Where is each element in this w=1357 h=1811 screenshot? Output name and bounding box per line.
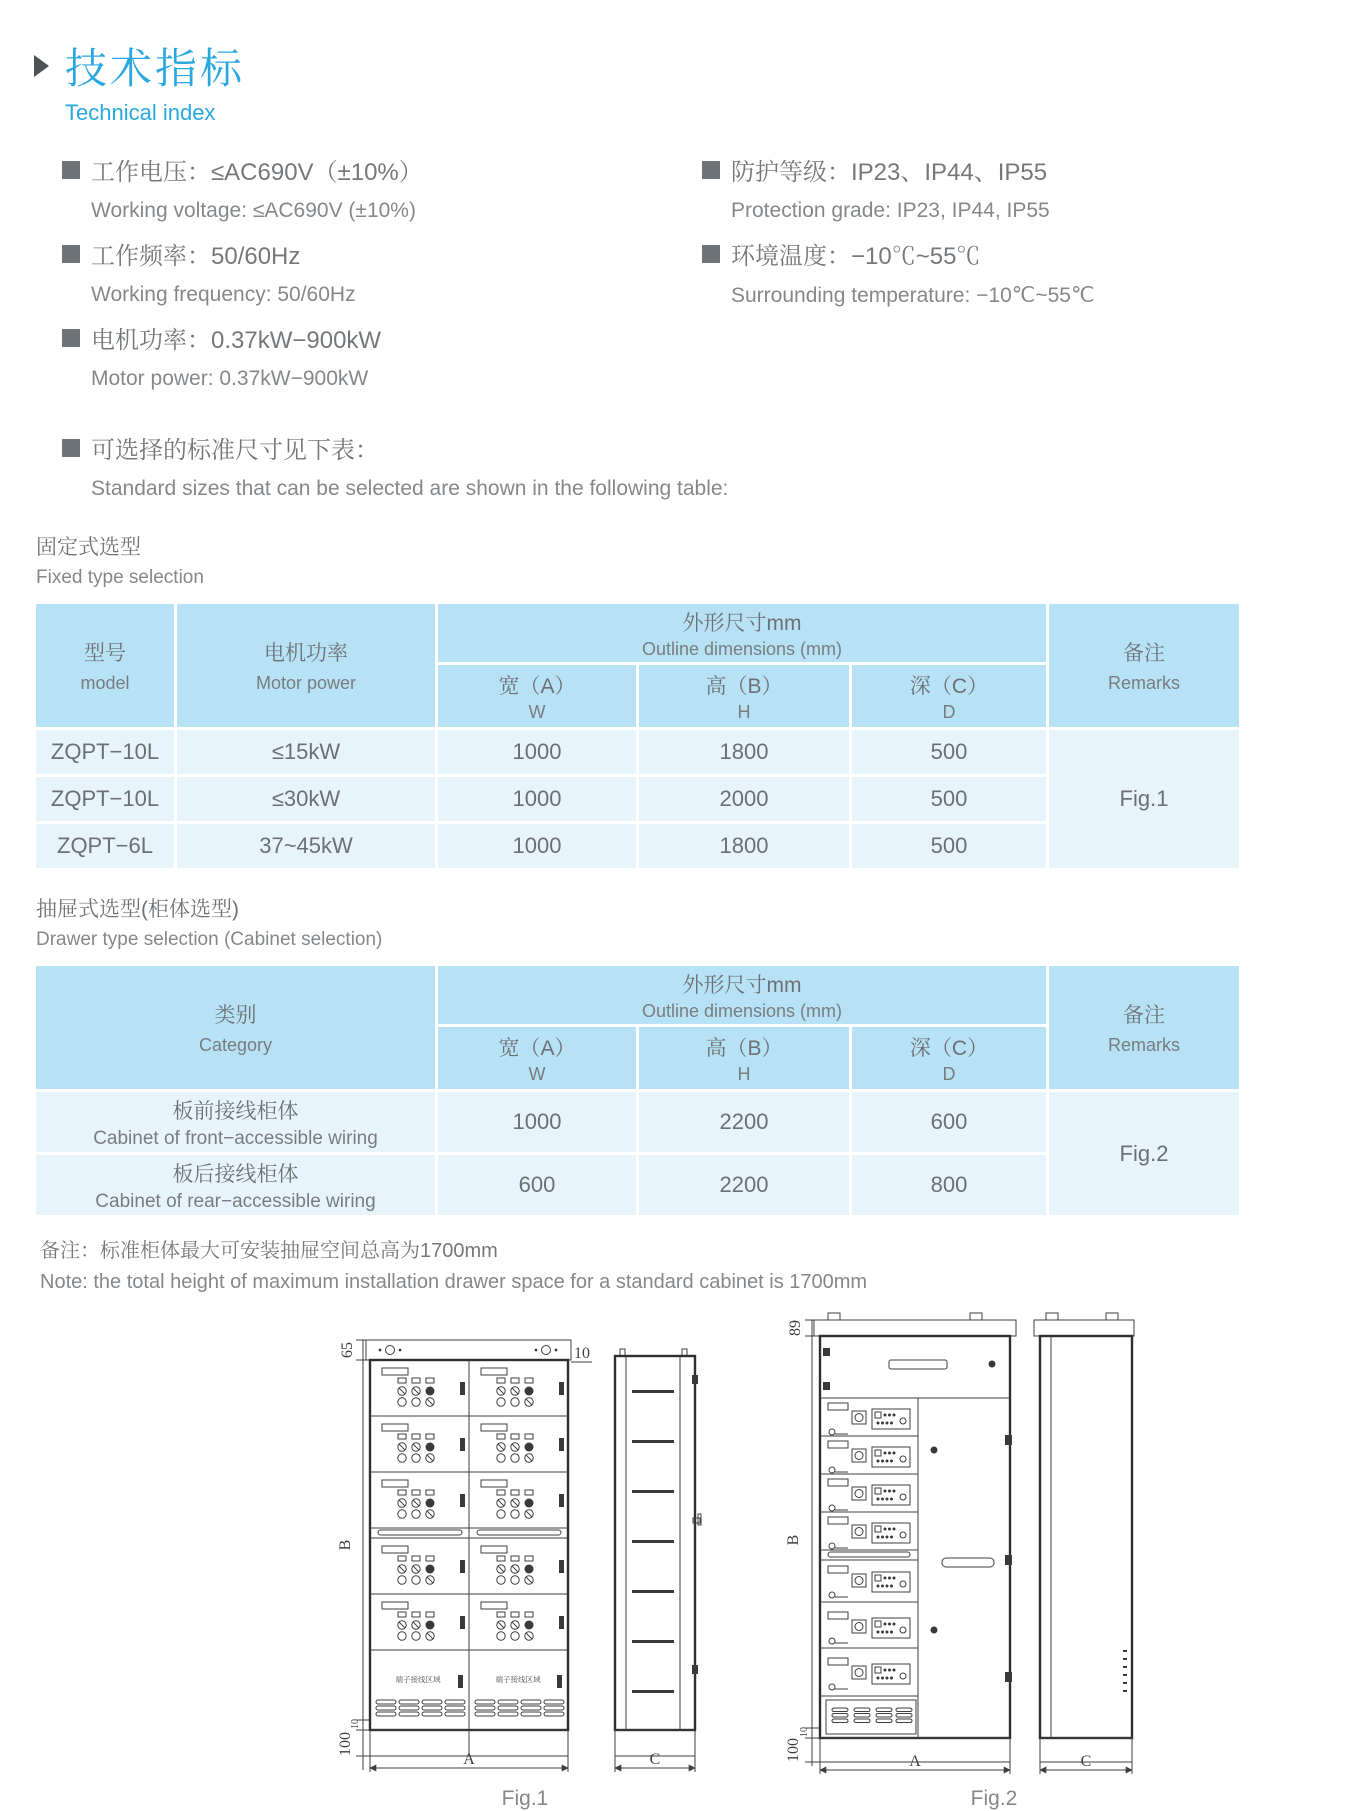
bullet-square-icon bbox=[62, 245, 80, 263]
depth-cell: 500 bbox=[852, 777, 1046, 821]
page-title-cn: 技术指标 bbox=[65, 45, 246, 92]
spec-en-text: Working frequency: 50/60Hz bbox=[91, 283, 356, 306]
header-text: Remarks bbox=[1107, 1035, 1180, 1055]
height-cell: 2200 bbox=[639, 1155, 849, 1215]
fig2-dim-depth: C bbox=[1080, 1753, 1092, 1770]
depth-cell: 800 bbox=[852, 1155, 1046, 1215]
fig1-dim-height: B bbox=[337, 1539, 354, 1551]
spec-en-text: Motor power: 0.37kW−900kW bbox=[91, 367, 369, 390]
section-drawer-type bbox=[36, 893, 1357, 951]
col-header-depth bbox=[852, 1027, 1046, 1089]
header-text: 宽（A） bbox=[498, 674, 576, 698]
power-cell: ≤15kW bbox=[177, 730, 435, 774]
spec-working-frequency bbox=[62, 236, 702, 307]
power-cell: ≤30kW bbox=[177, 777, 435, 821]
header-text: 备注 bbox=[1123, 1004, 1165, 1027]
table-row bbox=[36, 730, 1239, 774]
header-text: D bbox=[942, 701, 956, 722]
spec-cn-text: 工作电压：≤AC690V（±10%） bbox=[91, 159, 423, 186]
spec-cn-text: 环境温度：−10℃~55℃ bbox=[731, 243, 981, 270]
category-en: Cabinet of rear−accessible wiring bbox=[95, 1190, 376, 1212]
svg-text:A: A bbox=[463, 1751, 475, 1768]
table-row bbox=[36, 1092, 1239, 1152]
col-header-height bbox=[639, 665, 849, 727]
fig2-side-view bbox=[1034, 1313, 1134, 1774]
fig2-dim-height: B bbox=[785, 1534, 802, 1546]
fig2-dimensions-left bbox=[785, 1320, 820, 1766]
fig1-dim-base: 100 bbox=[337, 1732, 354, 1756]
fig1-dimensions-left bbox=[337, 1340, 370, 1770]
header-text: 型号 bbox=[84, 642, 126, 665]
spec-cn-text: 防护等级：IP23、IP44、IP55 bbox=[731, 159, 1048, 186]
header-text: Outline dimensions (mm) bbox=[641, 638, 843, 659]
fig1-caption: Fig.1 bbox=[501, 1787, 549, 1810]
fig2-dim-width bbox=[820, 1753, 1010, 1774]
remark-cell: Fig.2 bbox=[1049, 1092, 1239, 1215]
header-text: 高（B） bbox=[705, 674, 783, 698]
fig1-dim-vent: 10 bbox=[350, 1719, 361, 1729]
spec-list bbox=[0, 152, 1357, 404]
depth-cell: 600 bbox=[852, 1092, 1046, 1152]
remark-cell: Fig.1 bbox=[1049, 730, 1239, 868]
header-text: D bbox=[942, 1063, 956, 1084]
section-fixed-type bbox=[36, 531, 1357, 589]
bullet-square-icon bbox=[702, 161, 720, 179]
header-text: H bbox=[737, 701, 751, 722]
fig2-drawing bbox=[784, 1300, 1204, 1778]
footnote-en: Note: the total height of maximum installation drawer space for a standard cabinet is 1700mm bbox=[40, 1271, 868, 1293]
col-header-motor-power bbox=[177, 604, 435, 727]
bullet-square-icon bbox=[62, 439, 80, 457]
col-header-model bbox=[36, 604, 174, 727]
col-header-depth bbox=[852, 665, 1046, 727]
col-header-remarks bbox=[1049, 966, 1239, 1089]
width-cell: 1000 bbox=[438, 730, 636, 774]
width-cell: 600 bbox=[438, 1155, 636, 1215]
model-cell: ZQPT−10L bbox=[36, 777, 174, 821]
category-cell bbox=[36, 1155, 435, 1215]
header-text: 外形尺寸mm bbox=[682, 611, 802, 635]
spec-protection-grade bbox=[702, 152, 1357, 223]
fig1-dim-top-right bbox=[571, 1345, 592, 1362]
fig2-front-view bbox=[814, 1313, 1016, 1762]
model-cell: ZQPT−10L bbox=[36, 730, 174, 774]
page-title-en: Technical index bbox=[65, 100, 216, 125]
header-text: H bbox=[737, 1063, 751, 1084]
spec-cn-text: 电机功率：0.37kW−900kW bbox=[91, 327, 382, 354]
spec-en-text: Protection grade: IP23, IP44, IP55 bbox=[731, 199, 1050, 222]
category-cn: 板后接线柜体 bbox=[172, 1162, 299, 1186]
header-text: 备注 bbox=[1123, 642, 1165, 665]
category-en: Cabinet of front−accessible wiring bbox=[93, 1127, 378, 1149]
spec-column-left bbox=[62, 152, 702, 404]
drawer-type-table bbox=[33, 963, 1242, 1218]
fig1-dim-10: 10 bbox=[574, 1345, 590, 1362]
header-text: 深（C） bbox=[909, 674, 989, 698]
spec-table-intro bbox=[0, 430, 1357, 501]
spec-motor-power bbox=[62, 320, 702, 391]
bullet-square-icon bbox=[62, 329, 80, 347]
header-text: Remarks bbox=[1107, 673, 1180, 693]
header-text: 电机功率 bbox=[264, 642, 348, 665]
header-text: Outline dimensions (mm) bbox=[641, 1000, 843, 1021]
col-header-width bbox=[438, 665, 636, 727]
spec-cn-text: 工作频率：50/60Hz bbox=[91, 243, 301, 270]
header-text: 深（C） bbox=[909, 1036, 989, 1060]
section-arrow-icon bbox=[34, 55, 49, 77]
header-text: 类别 bbox=[214, 1004, 257, 1027]
fig2-dim-base: 100 bbox=[785, 1738, 802, 1762]
spec-surrounding-temperature bbox=[702, 236, 1357, 308]
header-text: 宽（A） bbox=[498, 1036, 576, 1060]
fig1-terminal-label: 端子接线区域 bbox=[395, 1675, 441, 1684]
page-header bbox=[0, 0, 1357, 126]
col-header-outline-dimensions bbox=[438, 966, 1046, 1024]
col-header-remarks bbox=[1049, 604, 1239, 727]
figure-2 bbox=[784, 1300, 1204, 1811]
header-text: model bbox=[80, 673, 130, 693]
spec-column-right bbox=[702, 152, 1357, 404]
bullet-square-icon bbox=[62, 161, 80, 179]
spec-working-voltage bbox=[62, 152, 702, 223]
header-text: W bbox=[528, 1063, 546, 1084]
header-text: Category bbox=[198, 1035, 273, 1055]
category-cn: 板前接线柜体 bbox=[172, 1099, 299, 1123]
fig1-side-view bbox=[615, 1349, 701, 1772]
spec-cn-text: 可选择的标准尺寸见下表： bbox=[91, 437, 379, 464]
depth-cell: 500 bbox=[852, 824, 1046, 868]
spec-en-text: Working voltage: ≤AC690V (±10%) bbox=[91, 199, 416, 222]
spec-en-text: Surrounding temperature: −10℃~55℃ bbox=[731, 284, 1095, 307]
width-cell: 1000 bbox=[438, 777, 636, 821]
section-label-en: Fixed type selection bbox=[36, 567, 204, 588]
col-header-outline-dimensions bbox=[438, 604, 1046, 662]
col-header-height bbox=[639, 1027, 849, 1089]
footnote bbox=[40, 1234, 1357, 1294]
section-label-cn: 固定式选型 bbox=[36, 536, 141, 559]
figures bbox=[330, 1300, 1357, 1811]
header-text: W bbox=[528, 701, 546, 722]
fig2-dim-vent: 10 bbox=[799, 1727, 810, 1737]
height-cell: 1800 bbox=[639, 824, 849, 868]
spec-en-text: Standard sizes that can be selected are shown in the following table: bbox=[91, 477, 729, 500]
figure-1 bbox=[330, 1320, 720, 1811]
fig2-dim-cap: 89 bbox=[787, 1320, 804, 1336]
header-text: Motor power bbox=[255, 673, 357, 693]
col-header-category bbox=[36, 966, 435, 1089]
fig1-dim-width bbox=[370, 1751, 568, 1772]
fig2-caption: Fig.2 bbox=[970, 1787, 1018, 1810]
power-cell: 37~45kW bbox=[177, 824, 435, 868]
col-header-width bbox=[438, 1027, 636, 1089]
category-cell bbox=[36, 1092, 435, 1152]
fig1-front-view bbox=[366, 1340, 571, 1756]
header-text: 高（B） bbox=[705, 1036, 783, 1060]
fig1-dim-depth: C bbox=[649, 1751, 661, 1768]
fig1-dim-cap: 65 bbox=[339, 1342, 356, 1358]
svg-text:A: A bbox=[909, 1753, 921, 1770]
fixed-type-table bbox=[33, 601, 1242, 871]
depth-cell: 500 bbox=[852, 730, 1046, 774]
width-cell: 1000 bbox=[438, 824, 636, 868]
height-cell: 2000 bbox=[639, 777, 849, 821]
height-cell: 2200 bbox=[639, 1092, 849, 1152]
header-text: 外形尺寸mm bbox=[682, 973, 802, 997]
bullet-square-icon bbox=[702, 245, 720, 263]
fig1-drawing bbox=[330, 1320, 720, 1778]
model-cell: ZQPT−6L bbox=[36, 824, 174, 868]
height-cell: 1800 bbox=[639, 730, 849, 774]
fig1-terminal-label: 端子接线区域 bbox=[495, 1675, 541, 1684]
width-cell: 1000 bbox=[438, 1092, 636, 1152]
section-label-cn: 抽屉式选型(柜体选型) bbox=[36, 898, 239, 921]
footnote-cn: 备注：标准柜体最大可安装抽屉空间总高为1700mm bbox=[40, 1240, 498, 1262]
section-label-en: Drawer type selection (Cabinet selection) bbox=[36, 929, 383, 950]
